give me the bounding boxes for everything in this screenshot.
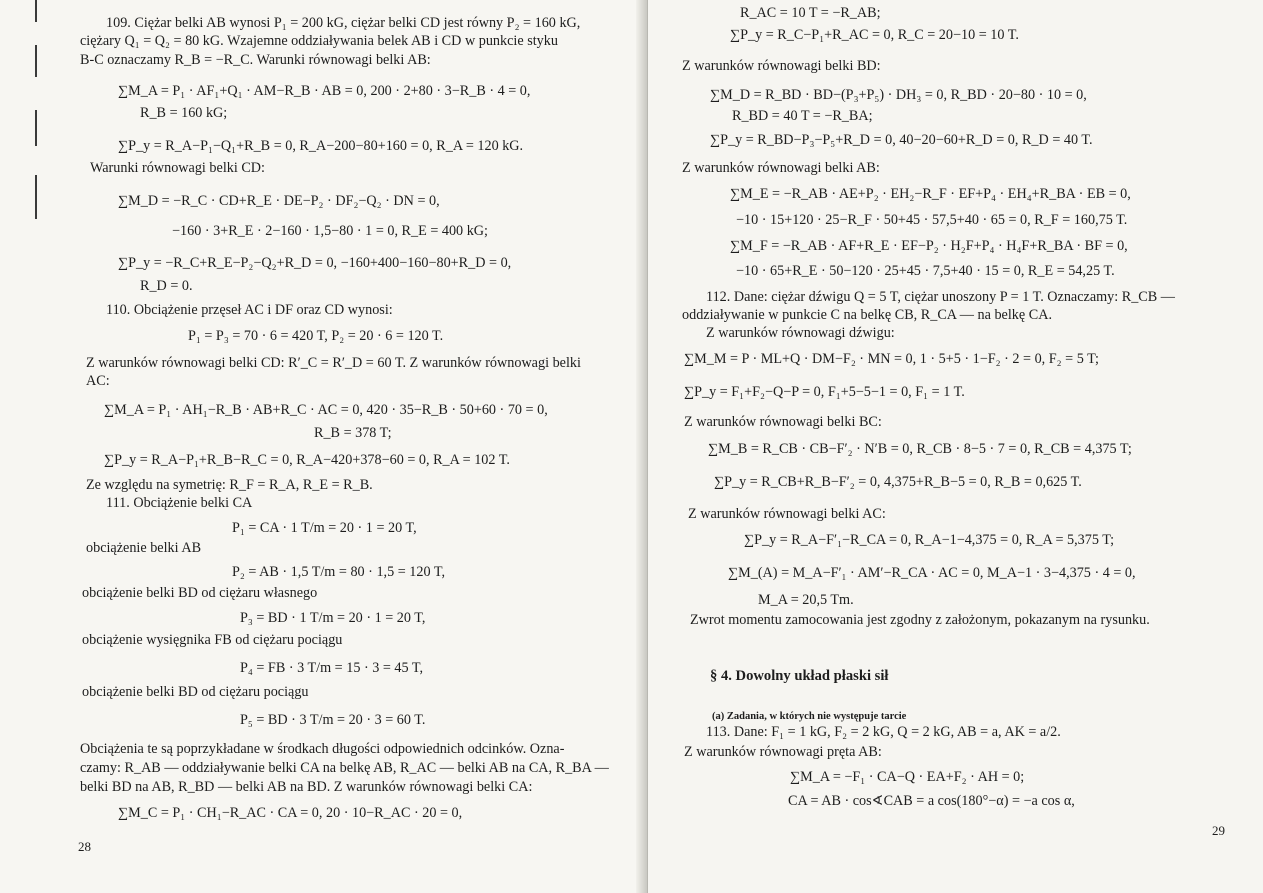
equation-line: −10 · 65+R_E · 50−120 · 25+45 · 7,5+40 · 15 = 0, R_E = 54,25 T. — [736, 263, 1115, 279]
text-line: 111. Obciążenie belki CA — [106, 495, 253, 511]
page-number: 28 — [78, 839, 91, 854]
equation-line: ∑M_D = −R_C · CD+R_E · DE−P₂ · DF₂−Q₂ · DN = 0, — [118, 193, 440, 209]
equation-line: P₂ = AB · 1,5 T/m = 80 · 1,5 = 120 T, — [232, 564, 446, 580]
text-line: Warunki równowagi belki CD: — [90, 160, 265, 176]
equation-line: ∑M_C = P₁ · CH₁−R_AC · CA = 0, 20 · 10−R_AC · 20 = 0, — [118, 805, 463, 821]
text-line: obciążenie belki BD od ciężaru pociągu — [82, 684, 309, 700]
text-line: belki BD na AB, R_BD — belki AB na BD. Z warunków równowagi belki CA: — [80, 779, 533, 795]
text-line: Z warunków równowagi pręta AB: — [684, 744, 882, 760]
text-line: Z warunków równowagi belki AB: — [682, 160, 880, 176]
text-line: 110. Obciążenie przęseł AC i DF oraz CD wynosi: — [106, 302, 393, 318]
equation-line: R_AC = 10 T = −R_AB; — [740, 5, 881, 21]
equation-line: −10 · 15+120 · 25−R_F · 50+45 · 57,5+40 · 65 = 0, R_F = 160,75 T. — [736, 212, 1128, 228]
text-line: 112. Dane: ciężar dźwigu Q = 5 T, ciężar unoszony P = 1 T. Oznaczamy: R_CB — — [706, 289, 1175, 305]
text-line: Z warunków równowagi dźwigu: — [706, 325, 895, 341]
text-line: AC: — [86, 373, 110, 389]
equation-line: P₁ = CA · 1 T/m = 20 · 1 = 20 T, — [232, 520, 417, 536]
text-line: Z warunków równowagi belki BD: — [682, 58, 881, 74]
equation-line: ∑M_A = P₁ · AH₁−R_B · AB+R_C · AC = 0, 420 · 35−R_B · 50+60 · 70 = 0, — [104, 402, 548, 418]
equation-line: −160 · 3+R_E · 2−160 · 1,5−80 · 1 = 0, R_E = 400 kG; — [172, 223, 488, 239]
subsection-heading: (a) Zadania, w których nie występuje tarcie — [712, 711, 907, 722]
equation-line: ∑M_F = −R_AB · AF+R_E · EF−P₂ · H₂F+P₄ · H₄F+R_BA · BF = 0, — [730, 238, 1128, 254]
text-line: obciążenie belki BD od ciężaru własnego — [82, 585, 318, 601]
equation-line: ∑M_E = −R_AB · AE+P₂ · EH₂−R_F · EF+P₄ · EH₄+R_BA · EB = 0, — [730, 186, 1131, 202]
text-line: Z warunków równowagi belki BC: — [684, 414, 882, 430]
page-edge-mark — [35, 175, 37, 219]
right-page — [648, 0, 1263, 893]
equation-line: P₃ = BD · 1 T/m = 20 · 1 = 20 T, — [240, 610, 426, 626]
text-line: czamy: R_AB — oddziaływanie belki CA na belkę AB, R_AC — belki AB na CA, R_BA — — [80, 760, 609, 776]
equation-line: ∑P_y = −R_C+R_E−P₂−Q₂+R_D = 0, −160+400−160−80+R_D = 0, — [118, 255, 512, 271]
text-line: 109. Ciężar belki AB wynosi P₁ = 200 kG, ciężar belki CD jest równy P₂ = 160 kG, — [106, 15, 581, 31]
equation-line: ∑M_A = P₁ · AF₁+Q₁ · AM−R_B · AB = 0, 200 · 2+80 · 3−R_B · 4 = 0, — [118, 83, 531, 99]
page-edge-mark — [35, 0, 37, 22]
section-heading: § 4. Dowolny układ płaski sił — [710, 668, 889, 684]
equation-line: ∑M_(A) = M_A−F′₁ · AM′−R_CA · AC = 0, M_A−1 · 3−4,375 · 4 = 0, — [728, 565, 1136, 581]
text-line: Ze względu na symetrię: R_F = R_A, R_E = R_B. — [86, 477, 373, 493]
text-line: Obciążenia te są poprzykładane w środkach długości odpowiednich odcinków. Ozna- — [80, 741, 565, 757]
equation-line: P₅ = BD · 3 T/m = 20 · 3 = 60 T. — [240, 712, 426, 728]
text-line: Z warunków równowagi belki AC: — [688, 506, 886, 522]
equation-line: R_B = 160 kG; — [140, 105, 228, 121]
equation-line: ∑P_y = R_A−P₁−Q₁+R_B = 0, R_A−200−80+160 = 0, R_A = 120 kG. — [118, 138, 524, 154]
equation-line: ∑P_y = R_BD−P₃−P₅+R_D = 0, 40−20−60+R_D = 0, R_D = 40 T. — [710, 132, 1093, 148]
text-line: Z warunków równowagi belki CD: R′_C = R′_D = 60 T. Z warunków równowagi belki — [86, 355, 581, 371]
equation-line: ∑P_y = R_A−P₁+R_B−R_C = 0, R_A−420+378−60 = 0, R_A = 102 T. — [104, 452, 510, 468]
text-line: obciążenie wysięgnika FB od ciężaru pociągu — [82, 632, 343, 648]
equation-line: ∑M_D = R_BD · BD−(P₃+P₅) · DH₃ = 0, R_BD · 20−80 · 10 = 0, — [710, 87, 1087, 103]
text-line: oddziaływanie w punkcie C na belkę CB, R_CA — na belkę CA. — [682, 307, 1052, 323]
equation-line: ∑M_A = −F₁ · CA−Q · EA+F₂ · AH = 0; — [790, 769, 1025, 785]
equation-line: R_BD = 40 T = −R_BA; — [732, 108, 873, 124]
equation-line: M_A = 20,5 Tm. — [758, 592, 854, 608]
text-line: B-C oznaczamy R_B = −R_C. Warunki równowagi belki AB: — [80, 52, 431, 68]
equation-line: ∑M_M = P · ML+Q · DM−F₂ · MN = 0, 1 · 5+5 · 1−F₂ · 2 = 0, F₂ = 5 T; — [684, 351, 1099, 367]
text-line: ciężary Q₁ = Q₂ = 80 kG. Wzajemne oddziaływania belek AB i CD w punkcie styku — [80, 33, 558, 49]
equation-line: ∑P_y = R_A−F′₁−R_CA = 0, R_A−1−4,375 = 0, R_A = 5,375 T; — [744, 532, 1115, 548]
page-edge-mark — [35, 45, 37, 77]
equation-line: CA = AB · cos∢CAB = a cos(180°−α) = −a cos α, — [788, 793, 1075, 809]
equation-line: P₁ = P₃ = 70 · 6 = 420 T, P₂ = 20 · 6 = 120 T. — [188, 328, 444, 344]
text-line: obciążenie belki AB — [86, 540, 202, 556]
equation-line: ∑P_y = F₁+F₂−Q−P = 0, F₁+5−5−1 = 0, F₁ = 1 T. — [684, 384, 965, 400]
equation-line: R_B = 378 T; — [314, 425, 392, 441]
page-number: 29 — [1212, 823, 1225, 838]
equation-line: ∑P_y = R_C−P₁+R_AC = 0, R_C = 20−10 = 10 T. — [730, 27, 1019, 43]
page-edge-mark — [35, 110, 37, 146]
equation-line: ∑P_y = R_CB+R_B−F′₂ = 0, 4,375+R_B−5 = 0, R_B = 0,625 T. — [714, 474, 1082, 490]
equation-line: ∑M_B = R_CB · CB−F′₂ · N′B = 0, R_CB · 8−5 · 7 = 0, R_CB = 4,375 T; — [708, 441, 1132, 457]
text-line: Zwrot momentu zamocowania jest zgodny z założonym, pokazanym na rysunku. — [690, 612, 1150, 628]
equation-line: P₄ = FB · 3 T/m = 15 · 3 = 45 T, — [240, 660, 424, 676]
equation-line: R_D = 0. — [140, 278, 193, 294]
text-line: 113. Dane: F₁ = 1 kG, F₂ = 2 kG, Q = 2 kG, AB = a, AK = a/2. — [706, 724, 1061, 740]
